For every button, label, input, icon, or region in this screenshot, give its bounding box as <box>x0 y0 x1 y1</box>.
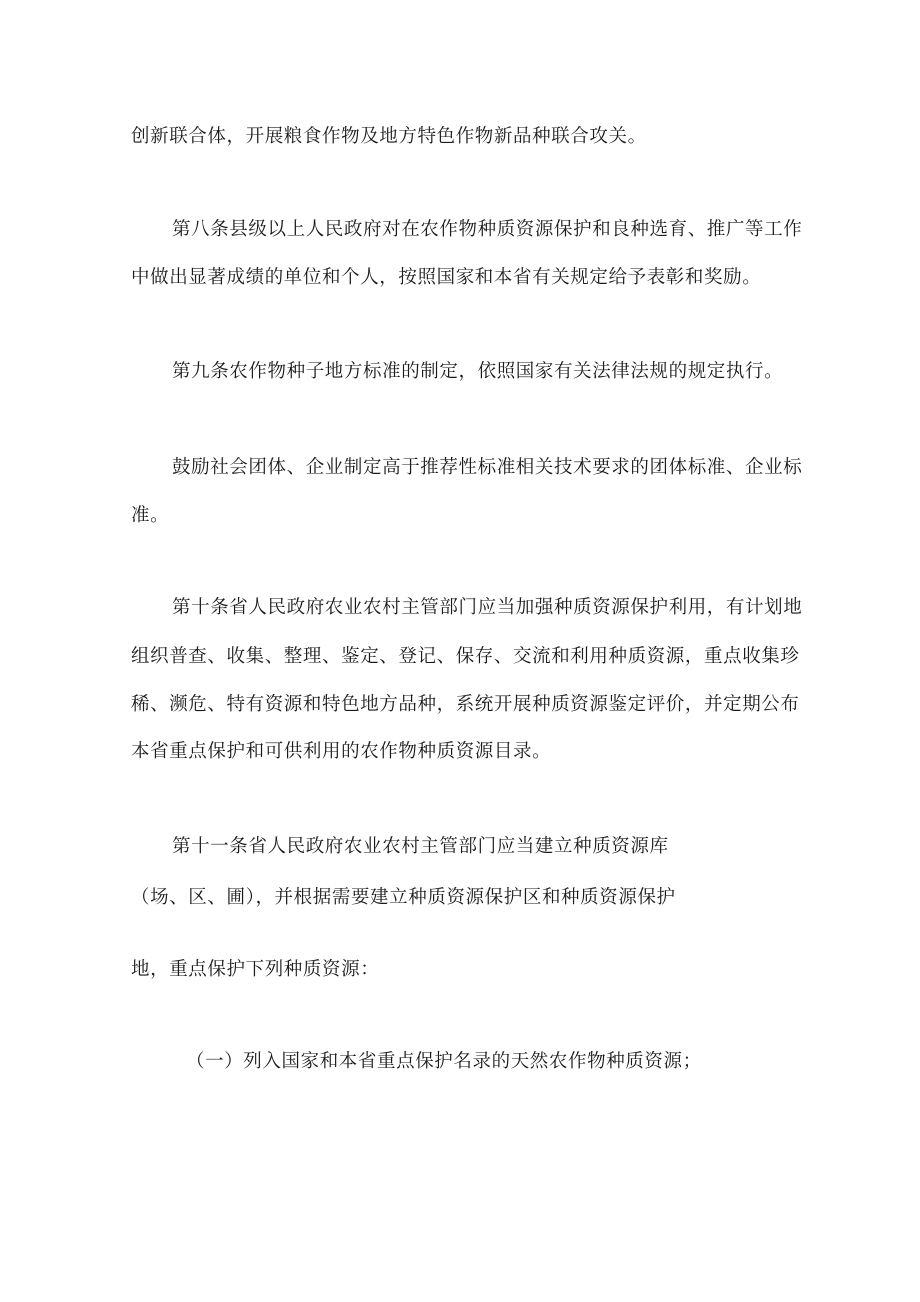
article-9-line-1: 第九条农作物种子地方标准的制定，依照国家有关法律法规的规定执行。 <box>172 361 784 382</box>
article-11-line-2: （场、区、圃），并根据需要建立种质资源保护区和种质资源保护 <box>131 887 676 908</box>
paragraph-line-1: 鼓励社会团体、企业制定高于推荐性标准相关技术要求的团体标准、企业标 <box>172 457 803 478</box>
article-11-line-3: 地，重点保护下列种质资源： <box>131 959 380 980</box>
paragraph-line-2: 准。 <box>131 505 170 526</box>
article-10-line-2: 组织普查、收集、整理、鉴定、登记、保存、交流和利用种质资源，重点收集珍 <box>131 646 800 667</box>
article-11-line-1: 第十一条省人民政府农业农村主管部门应当建立种质资源库 <box>172 836 669 857</box>
article-8-line-2: 中做出显著成绩的单位和个人，按照国家和本省有关规定给予表彰和奖励。 <box>131 267 762 288</box>
list-item-1: （一）列入国家和本省重点保护名录的天然农作物种质资源； <box>186 1051 702 1072</box>
article-10-line-1: 第十条省人民政府农业农村主管部门应当加强种质资源保护利用，有计划地 <box>172 597 803 618</box>
article-10-line-4: 本省重点保护和可供利用的农作物种质资源目录。 <box>131 741 552 762</box>
article-10-line-3: 稀、濒危、特有资源和特色地方品种，系统开展种质资源鉴定评价，并定期公布 <box>131 694 800 715</box>
text-line: 创新联合体，开展粮食作物及地方特色作物新品种联合攻关。 <box>131 126 647 147</box>
article-8-line-1: 第八条县级以上人民政府对在农作物种质资源保护和良种选育、推广等工作 <box>172 219 803 240</box>
